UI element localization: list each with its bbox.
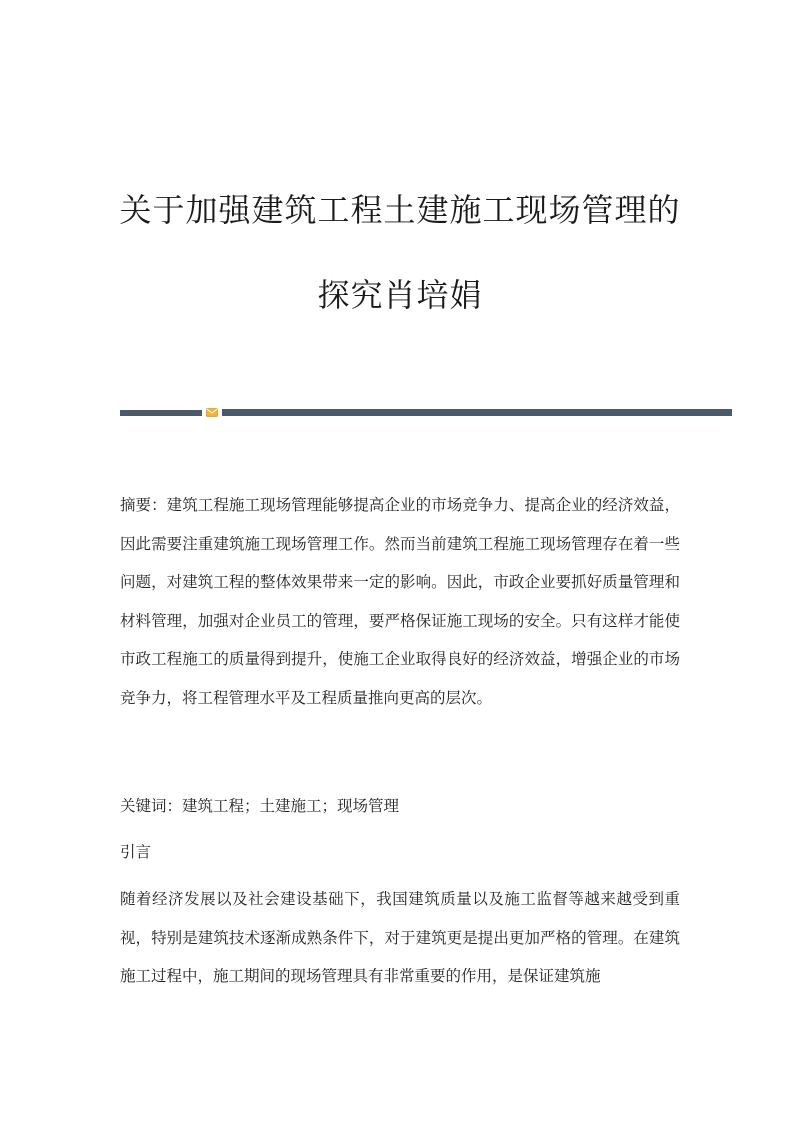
divider-bar-right [222,409,732,416]
envelope-icon [206,407,218,418]
document-title-line-2: 探究肖培娟 [317,276,483,314]
intro-paragraph: 随着经济发展以及社会建设基础下，我国建筑质量以及施工监督等越来越受到重视，特别是建筑技术逐渐成熟条件下，对于建筑更是提出更加严格的管理。在建筑施工过程中，施工期间的现场管理具有非常重要的作用，是保证建筑施 [120,890,680,985]
divider-bar-left [120,410,202,416]
keywords-line: 关键词：建筑工程；土建施工；现场管理 [120,797,400,815]
abstract-paragraph: 摘要：建筑工程施工现场管理能够提高企业的市场竞争力、提高企业的经济效益，因此需要注重建筑施工现场管理工作。然而当前建筑工程施工现场管理存在着一些问题，对建筑工程的整体效果带来一定的影响。因此，市政企业要抓好质量管理和材料管理，加强对企业员工的管理，要严格保证施工现场的安全。只有这样才能使市政工程施工的质量得到提升，使施工企业取得良好的经济效益，增强企业的市场竞争力，将工程管理水平及工程质量推向更高的层次。 [120,496,680,707]
document-title-line-1: 关于加强建筑工程土建施工现场管理的 [119,191,681,229]
title-divider [120,409,732,417]
section-heading-intro: 引言 [120,843,152,861]
